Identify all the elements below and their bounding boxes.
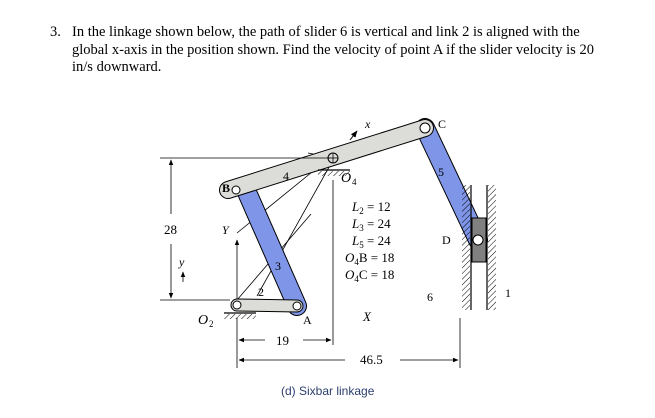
dim-19-label: 19	[276, 333, 289, 348]
label-link-3: 3	[275, 259, 281, 273]
ground-o2-hatch	[224, 314, 256, 319]
label-o4-sub: 4	[352, 177, 357, 187]
label-b: B	[222, 181, 231, 195]
problem-number: 3.	[50, 24, 61, 40]
label-o2-sub: 2	[209, 319, 214, 329]
label-global-x: x	[365, 117, 371, 131]
slider-guide-hatch-left	[462, 185, 470, 310]
dim-46-5-label: 46.5	[360, 352, 383, 367]
pin-d	[473, 235, 483, 245]
pin-o2	[233, 301, 241, 309]
global-x-axis-arrow	[350, 131, 357, 140]
label-global-y: y	[179, 255, 185, 269]
label-c: C	[438, 117, 447, 131]
pin-c	[420, 123, 430, 133]
link-2	[237, 305, 297, 306]
label-local-x: X	[363, 309, 371, 324]
label-link-5: 5	[438, 165, 444, 179]
problem-text: In the linkage shown below, the path of slider 6 is vertical and link 2 is aligned with the global x-axis in the position shown. Find the velocity of point A if the slider velocity is 20 in/s downward.	[72, 24, 594, 75]
label-o4: O	[341, 171, 352, 186]
label-link-1: 1	[505, 286, 511, 300]
dim-28-label: 28	[164, 222, 177, 237]
figure-caption: (d) Sixbar linkage	[281, 384, 375, 398]
link-3	[246, 190, 297, 306]
param-o4c: $O_4C = 18$	[345, 267, 395, 284]
link-5	[425, 128, 478, 240]
label-link-2: 2	[258, 285, 264, 299]
slider-guide-hatch	[488, 185, 496, 310]
label-a: A	[303, 313, 312, 327]
param-o4b: $O_4B = 18$	[345, 250, 395, 267]
link-4	[228, 128, 425, 190]
param-l3: $L_3 = 24$	[352, 216, 391, 233]
label-d: D	[442, 233, 451, 247]
parameter-list	[345, 199, 394, 284]
param-l2: $L_2 = 12$	[352, 199, 391, 216]
label-local-y: Y	[222, 223, 229, 237]
label-link-6: 6	[427, 290, 433, 304]
pin-b	[232, 186, 240, 194]
pin-a	[293, 302, 301, 310]
param-l5: $L_5 = 24$	[352, 233, 391, 250]
label-o2: O	[198, 313, 209, 328]
label-link-4: 4	[283, 169, 289, 183]
